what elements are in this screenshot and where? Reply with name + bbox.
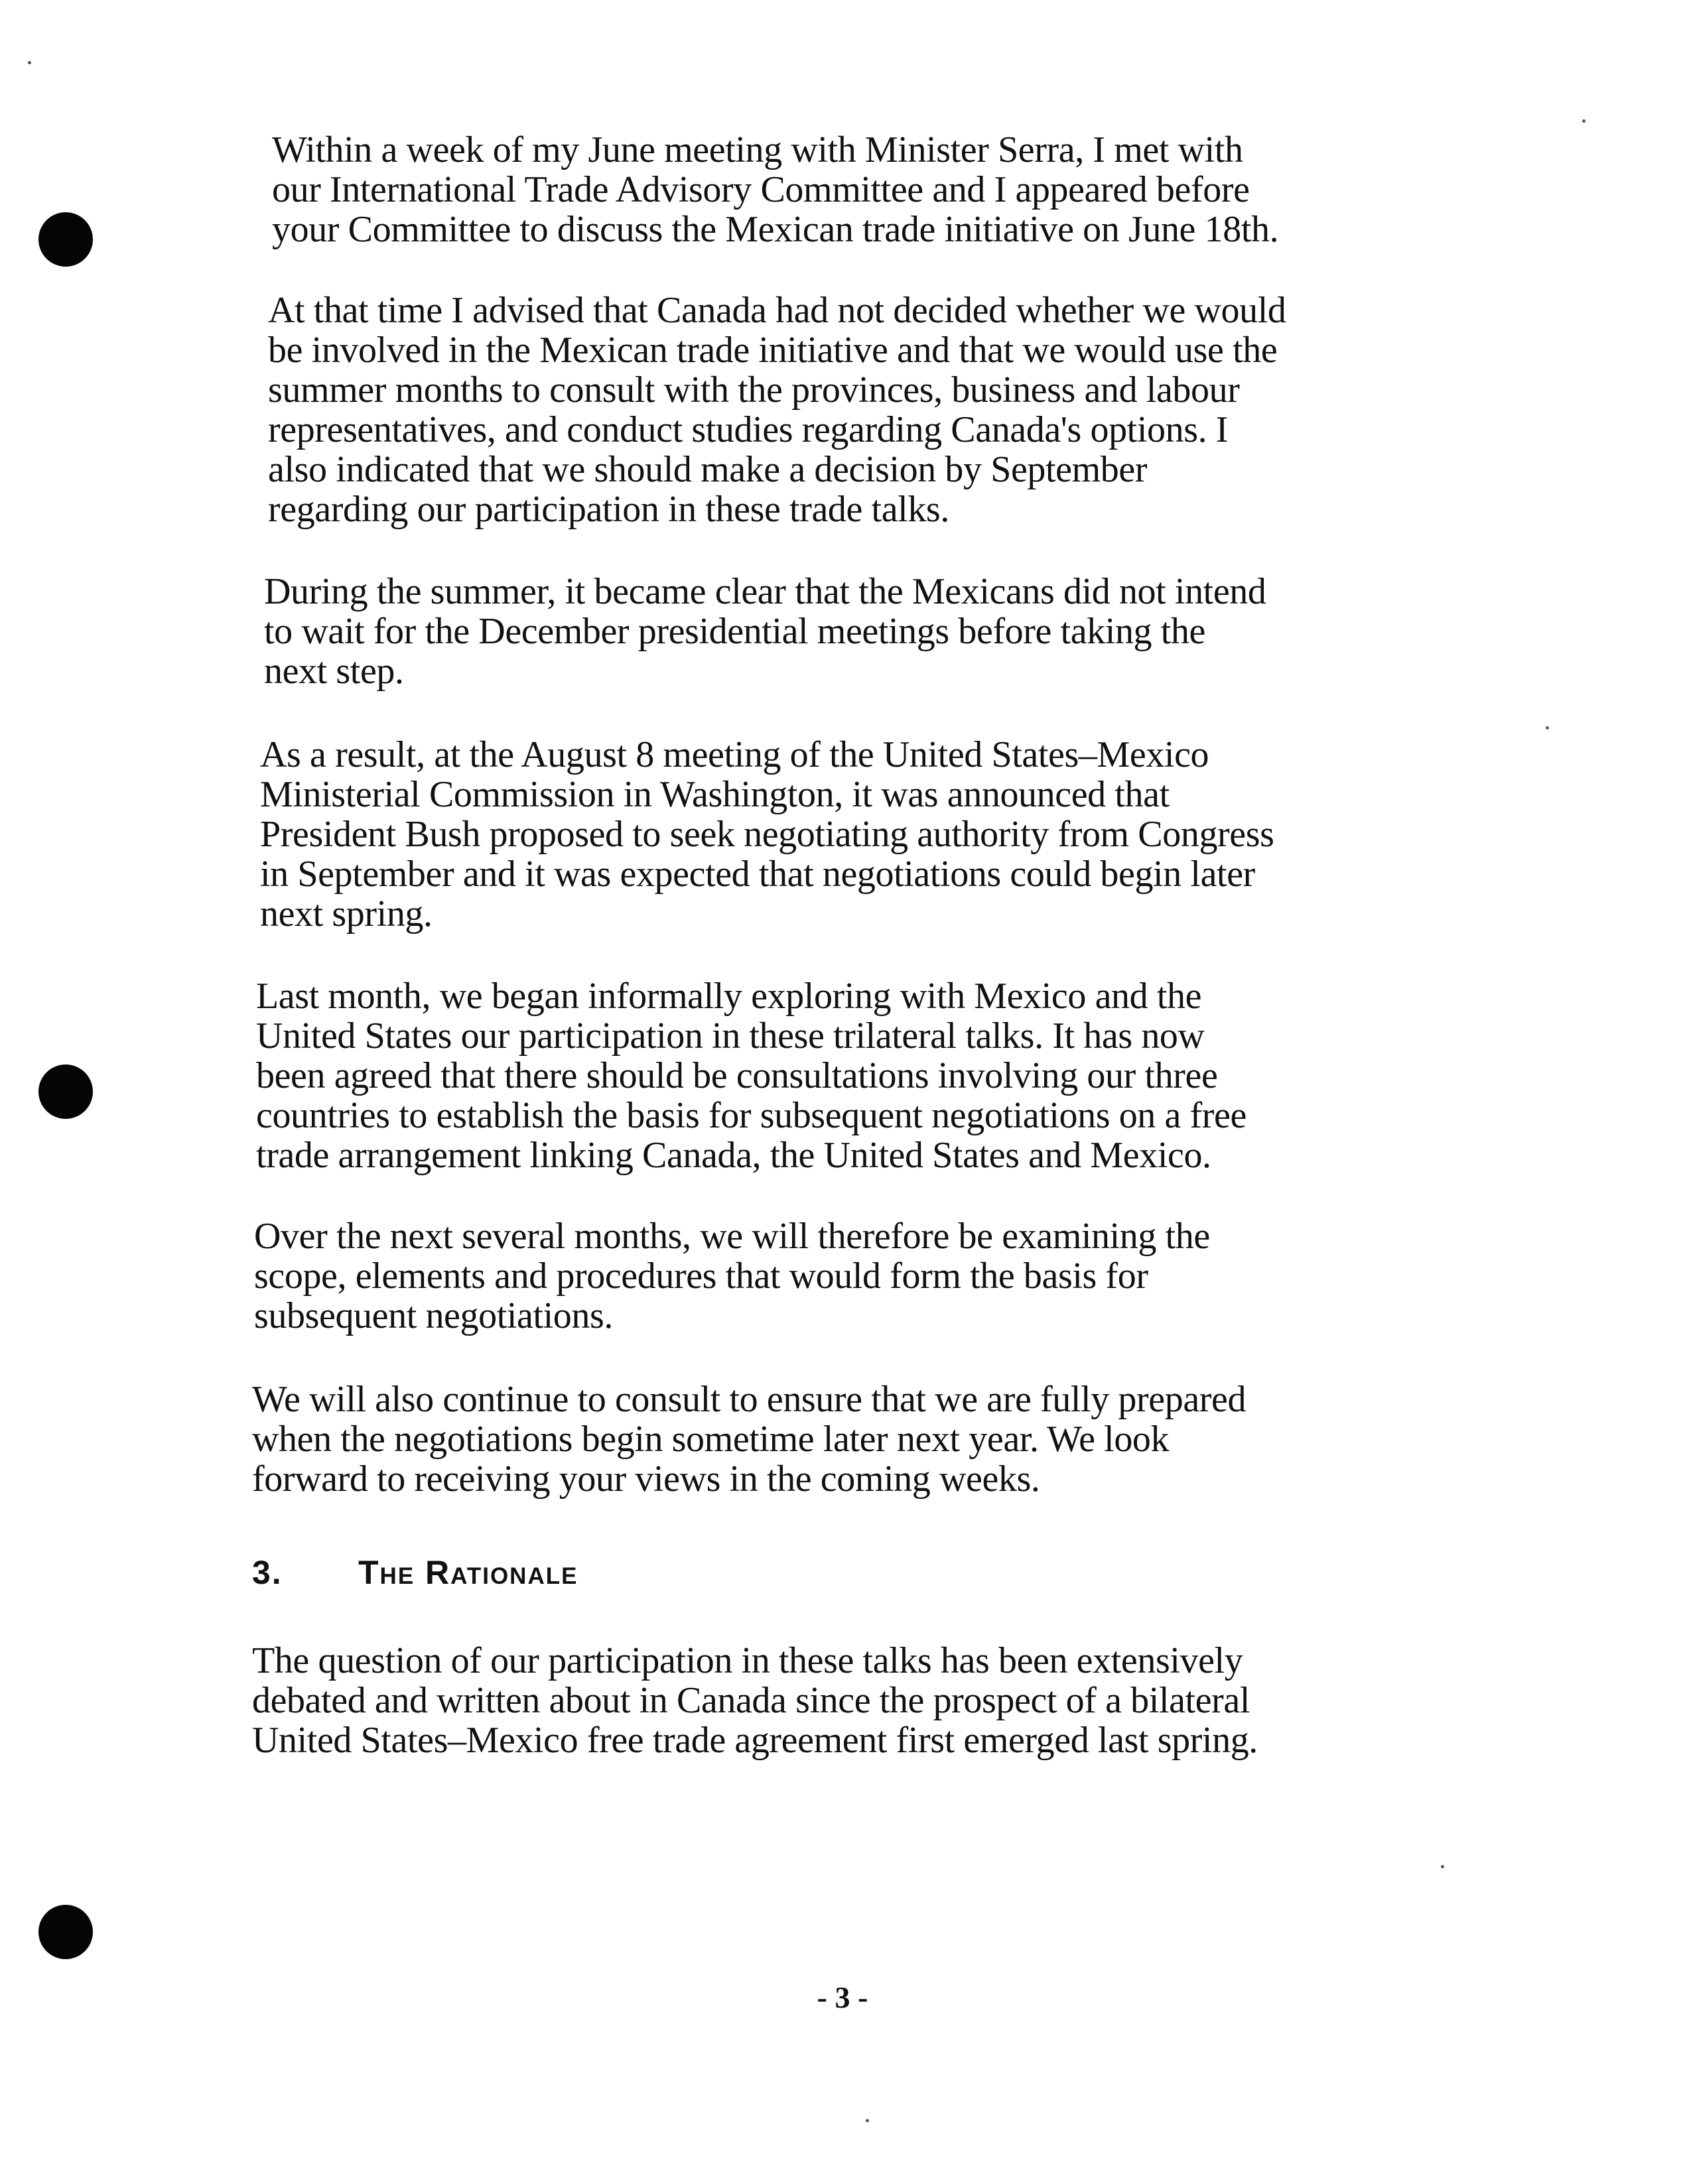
paragraph-next-months: Over the next several months, we will therefore be examining the scope, elements and procedures that would form the basis for subsequent negotiations.	[254, 1216, 1210, 1336]
paragraph-august-meeting: As a result, at the August 8 meeting of the United States–Mexico Ministerial Commission in Washington, it was announced that President Bush proposed to seek negotiating authority from Congress in September and it was expected that negotiations could begin later next spring.	[260, 734, 1274, 934]
page-number: - 3 -	[817, 1980, 868, 2014]
section-title: The Rationale	[358, 1554, 578, 1591]
scan-speck	[1546, 726, 1549, 730]
scan-speck	[866, 2119, 869, 2122]
paragraph-trilateral-talks: Last month, we began informally exploring with Mexico and the United States our participation in these trilateral talks. It has now been agreed that there should be consultations involving our three countries to establish the basis for subsequent negotiations on a free trade arrangement linking Canada, the United States and Mexico.	[256, 976, 1247, 1176]
paragraph-june-meeting: Within a week of my June meeting with Minister Serra, I met with our International Trade Advisory Committee and I appeared before your Committee to discuss the Mexican trade initiative on June 18th.	[272, 129, 1279, 250]
punch-hole-middle	[38, 1064, 93, 1119]
paragraph-rationale: The question of our participation in these talks has been extensively debated and written about in Canada since the prospect of a bilateral United States–Mexico free trade agreement first emerged last spring.	[252, 1640, 1258, 1761]
document-body	[252, 130, 1380, 1760]
paragraph-continue-consult: We will also continue to consult to ensure that we are fully prepared when the negotiations begin sometime later next year. We look forward to receiving your views in the coming weeks.	[252, 1379, 1247, 1500]
paragraph-advised-canada: At that time I advised that Canada had not decided whether we would be involved in the Mexican trade initiative and that we would use the summer months to consult with the provinces, business and labour representatives, and conduct studies regarding Canada's options. I also indicated that we should make a decision by September regarding our participation in these trade talks.	[268, 290, 1286, 530]
punch-hole-bottom	[38, 1905, 93, 1959]
paragraph-summer: During the summer, it became clear that the Mexicans did not intend to wait for the December presidential meetings before taking the next step.	[264, 571, 1266, 692]
scan-speck	[1441, 1865, 1444, 1868]
section-heading	[252, 1553, 1380, 1592]
scan-speck	[28, 61, 31, 64]
punch-hole-top	[38, 212, 93, 267]
section-number: 3.	[252, 1554, 283, 1591]
scan-speck	[1582, 119, 1585, 123]
